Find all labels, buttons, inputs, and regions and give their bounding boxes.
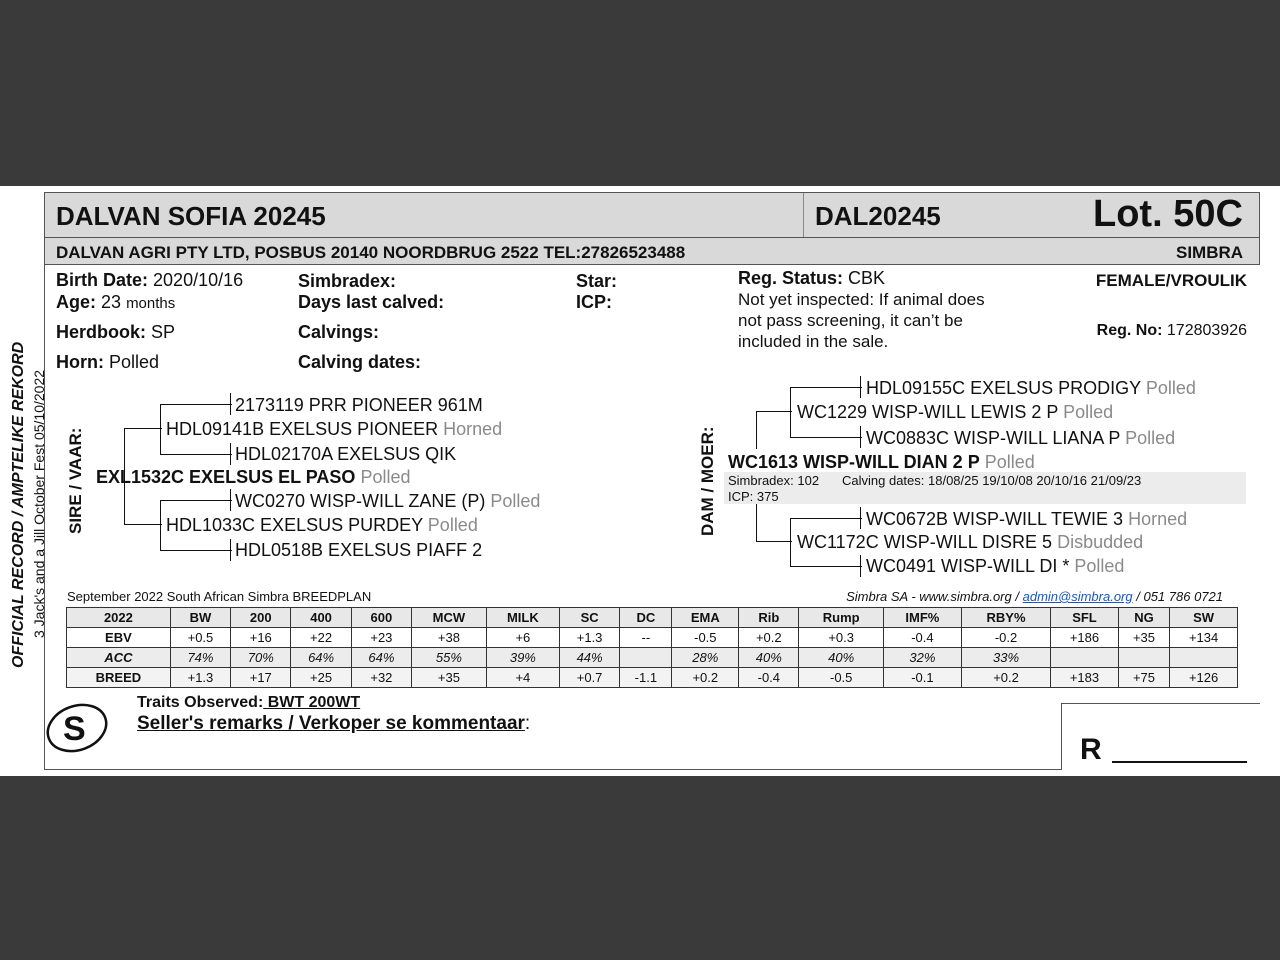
ebv-cell: -0.1 xyxy=(883,668,961,688)
birth-date: Birth Date: 2020/10/16 xyxy=(56,270,244,290)
ebv-cell: +75 xyxy=(1118,668,1169,688)
dam-icp: ICP: 375 xyxy=(728,489,779,504)
sire-sire-dam: HDL02170A EXELSUS QIK xyxy=(235,444,457,464)
email-link[interactable]: admin@simbra.org xyxy=(1022,589,1133,604)
price-input-line[interactable] xyxy=(1112,761,1247,763)
dam-sire: WC1229 WISP-WILL LEWIS 2 P Polled xyxy=(797,402,1114,422)
ebv-row-label: EBV xyxy=(67,628,171,648)
show-label: 3 Jack's and a Jill October Fest 05/10/2022 xyxy=(31,369,47,638)
ebv-cell: +0.2 xyxy=(961,668,1050,688)
reg-status: Reg. Status: CBK xyxy=(738,268,886,288)
ebv-header-cell: 600 xyxy=(351,608,411,628)
sire-dam-dam: HDL0518B EXELSUS PIAFF 2 xyxy=(235,540,483,560)
traits-observed: Traits Observed: BWT 200WT xyxy=(137,694,361,711)
ebv-cell: -0.4 xyxy=(739,668,799,688)
ebv-header-cell: 2022 xyxy=(67,608,171,628)
ebv-cell: -0.5 xyxy=(672,628,739,648)
ebv-cell: +0.2 xyxy=(672,668,739,688)
ebv-cell xyxy=(1051,648,1119,668)
ebv-cell: +25 xyxy=(291,668,351,688)
dam-name: WC1613 WISP-WILL DIAN 2 P Polled xyxy=(728,452,1035,472)
ebv-header-cell: Rib xyxy=(739,608,799,628)
ebv-cell: +1.3 xyxy=(559,628,619,648)
ebv-header-cell: SFL xyxy=(1051,608,1119,628)
ebv-cell: 74% xyxy=(170,648,230,668)
sire-dam-sire: WC0270 WISP-WILL ZANE (P) Polled xyxy=(235,491,541,511)
ebv-cell: -0.2 xyxy=(961,628,1050,648)
ebv-cell: 64% xyxy=(351,648,411,668)
inspection-note-2: not pass screening, it can’t be xyxy=(738,311,963,330)
ebv-header-cell: MCW xyxy=(412,608,487,628)
ebv-cell: +23 xyxy=(351,628,411,648)
sire-name: EXL1532C EXELSUS EL PASO Polled xyxy=(96,467,411,487)
logo-letter: S xyxy=(63,710,86,748)
ebv-cell: +0.7 xyxy=(559,668,619,688)
animal-code: DAL20245 xyxy=(815,201,941,231)
ebv-row-label: ACC xyxy=(67,648,171,668)
ebv-cell: +0.5 xyxy=(170,628,230,648)
ebv-header-cell: MILK xyxy=(486,608,559,628)
dam-sire-sire: HDL09155C EXELSUS PRODIGY Polled xyxy=(866,378,1196,398)
calving-dates-label: Calving dates: xyxy=(298,352,422,372)
ebv-cell: 39% xyxy=(486,648,559,668)
price-box-divider xyxy=(1061,703,1062,770)
ebv-header-cell: SC xyxy=(559,608,619,628)
ebv-cell: -0.5 xyxy=(799,668,883,688)
ebv-cell xyxy=(1170,648,1238,668)
ebv-cell: +17 xyxy=(231,668,291,688)
simbra-logo xyxy=(44,700,110,756)
ebv-cell xyxy=(1118,648,1169,668)
card-bottom-line xyxy=(44,769,1062,770)
ebv-cell: +32 xyxy=(351,668,411,688)
breedplan-title: September 2022 South African Simbra BREEDPLAN xyxy=(67,589,372,604)
reg-number: Reg. No: 172803926 xyxy=(1096,322,1247,339)
dam-calving-dates: Calving dates: 18/08/25 19/10/08 20/10/16 21/09/23 xyxy=(842,473,1142,488)
ebv-row-breed xyxy=(67,668,1238,688)
horn: Horn: Polled xyxy=(56,352,160,372)
dam-dam-sire: WC0672B WISP-WILL TEWIE 3 Horned xyxy=(866,509,1188,529)
ebv-header-cell: Rump xyxy=(799,608,883,628)
ebv-header-cell: DC xyxy=(620,608,672,628)
sex: FEMALE/VROULIK xyxy=(1095,271,1247,290)
ebv-cell: +6 xyxy=(486,628,559,648)
lot-number: Lot. 50C xyxy=(1093,193,1243,235)
ebv-cell: +183 xyxy=(1051,668,1119,688)
age: Age: 23 months xyxy=(56,292,176,312)
inspection-note-1: Not yet inspected: If animal does xyxy=(738,290,985,309)
dam-sire-dam: WC0883C WISP-WILL LIANA P Polled xyxy=(866,428,1176,448)
dam-label: DAM / MOER: xyxy=(698,426,717,536)
sire-dam: HDL1033C EXELSUS PURDEY Polled xyxy=(166,515,478,535)
ebv-cell: +1.3 xyxy=(170,668,230,688)
ebv-cell: +16 xyxy=(231,628,291,648)
ebv-cell: 44% xyxy=(559,648,619,668)
ebv-cell: +126 xyxy=(1170,668,1238,688)
ebv-header-cell: IMF% xyxy=(883,608,961,628)
official-record-label: OFFICIAL RECORD / AMPTELIKE REKORD xyxy=(10,341,27,668)
ebv-header-cell: SW xyxy=(1170,608,1238,628)
ebv-cell: 33% xyxy=(961,648,1050,668)
ebv-cell: +0.2 xyxy=(739,628,799,648)
ebv-header-cell: BW xyxy=(170,608,230,628)
ebv-header-cell: EMA xyxy=(672,608,739,628)
ebv-header-row xyxy=(67,608,1238,628)
ebv-row-ebv xyxy=(67,628,1238,648)
simbradex-label: Simbradex: xyxy=(298,271,397,291)
ebv-cell: +35 xyxy=(1118,628,1169,648)
sire-sire-sire: 2173119 PRR PIONEER 961M xyxy=(235,395,483,415)
ebv-cell: 32% xyxy=(883,648,961,668)
animal-name: DALVAN SOFIA 20245 xyxy=(56,201,326,231)
ebv-cell: 70% xyxy=(231,648,291,668)
ebv-cell: 64% xyxy=(291,648,351,668)
ebv-cell: +0.3 xyxy=(799,628,883,648)
ebv-row-label: BREED xyxy=(67,668,171,688)
dam-simbradex: Simbradex: 102 xyxy=(728,473,820,488)
simbra-contact: Simbra SA - www.simbra.org / admin@simbra.org / 051 786 0721 xyxy=(846,589,1223,604)
ebv-cell: 40% xyxy=(739,648,799,668)
owner-details: DALVAN AGRI PTY LTD, POSBUS 20140 NOORDBRUG 2522 TEL:27826523488 xyxy=(56,243,686,262)
ebv-header-cell: NG xyxy=(1118,608,1169,628)
ebv-cell: +35 xyxy=(412,668,487,688)
calvings-label: Calvings: xyxy=(298,322,380,342)
ebv-cell: 55% xyxy=(412,648,487,668)
ebv-header-cell: 200 xyxy=(231,608,291,628)
ebv-cell: 28% xyxy=(672,648,739,668)
ebv-cell: 40% xyxy=(799,648,883,668)
ebv-table xyxy=(66,607,1238,688)
ebv-cell: +186 xyxy=(1051,628,1119,648)
icp-label: ICP: xyxy=(576,292,612,312)
ebv-cell xyxy=(620,648,672,668)
ebv-cell: -1.1 xyxy=(620,668,672,688)
ebv-row-acc xyxy=(67,648,1238,668)
ebv-cell: -0.4 xyxy=(883,628,961,648)
star-label: Star: xyxy=(576,271,618,291)
days-last-calved-label: Days last calved: xyxy=(298,292,445,312)
dam-dam: WC1172C WISP-WILL DISRE 5 Disbudded xyxy=(797,532,1144,552)
sire-label: SIRE / VAAR: xyxy=(66,427,85,534)
ebv-header-cell: RBY% xyxy=(961,608,1050,628)
herdbook: Herdbook: SP xyxy=(56,322,176,342)
ebv-header-cell: 400 xyxy=(291,608,351,628)
price-box-top xyxy=(1061,703,1260,704)
ebv-cell: +134 xyxy=(1170,628,1238,648)
dam-dam-dam: WC0491 WISP-WILL DI * Polled xyxy=(866,556,1125,576)
ebv-cell: -- xyxy=(620,628,672,648)
seller-remarks: Seller's remarks / Verkoper se kommentaar: xyxy=(137,713,531,734)
breed-name: SIMBRA xyxy=(1176,243,1244,262)
price-label: R xyxy=(1080,733,1102,766)
sire-sire: HDL09141B EXELSUS PIONEER Horned xyxy=(166,419,503,439)
ebv-cell: +22 xyxy=(291,628,351,648)
inspection-note-3: included in the sale. xyxy=(738,332,889,351)
ebv-cell: +38 xyxy=(412,628,487,648)
ebv-cell: +4 xyxy=(486,668,559,688)
